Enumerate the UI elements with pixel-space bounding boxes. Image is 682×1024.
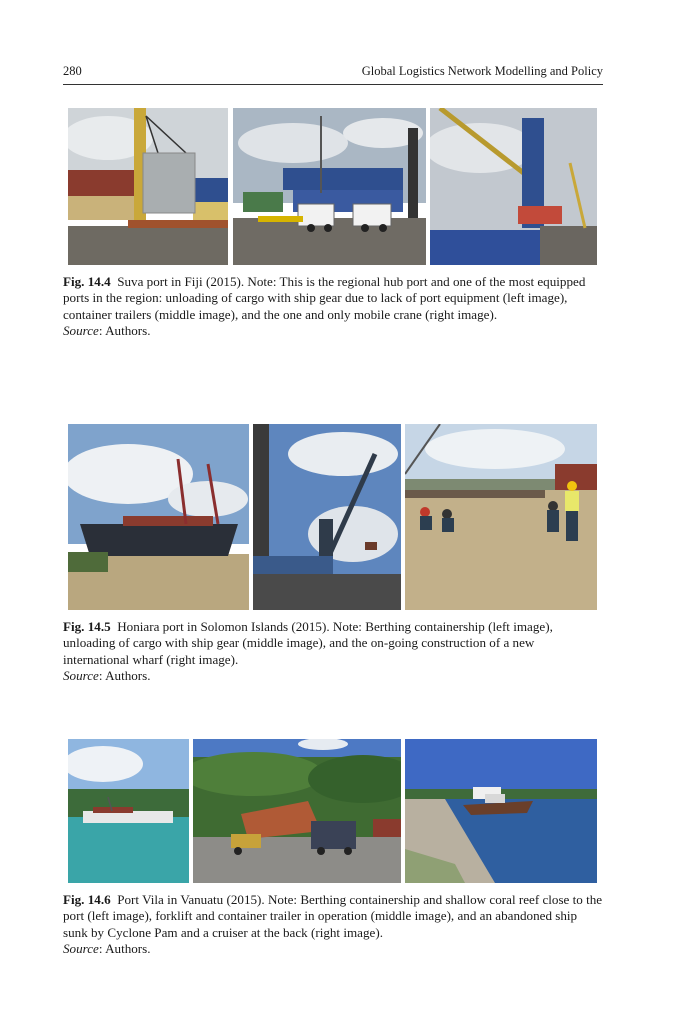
fig-14-6-caption (63, 892, 603, 958)
fig-14-5-caption-text: Honiara port in Solomon Islands (2015). Note: Berthing containership (left image), unloading of cargo with ship gear (middle image), and the on-going construction of a new international wharf (right image). (63, 619, 553, 667)
running-header (63, 64, 603, 84)
fig-14-4-source-value: : Authors. (98, 323, 151, 339)
fig-14-6-left-photo (68, 739, 189, 883)
fig-14-4-caption (63, 274, 603, 340)
header-rule (63, 84, 603, 85)
fig-14-6-caption-text: Port Vila in Vanuatu (2015). Note: Berthing containership and shallow coral reef close to the port (left image), forklift and container trailer in operation (middle image), and an abandoned ship sunk by Cyclone Pam and a cruiser at the back (right image). (63, 892, 603, 940)
fig-14-5-source-value: : Authors. (98, 668, 151, 684)
fig-14-5-label: Fig. 14.5 (63, 619, 111, 634)
fig-14-6-middle-photo (193, 739, 401, 883)
fig-14-4-left-photo (68, 108, 228, 265)
book-title: Global Logistics Network Modelling and Policy (361, 64, 603, 78)
fig-14-6-right-photo (405, 739, 597, 883)
fig-14-5-middle-photo (253, 424, 401, 610)
fig-14-5-right-photo (405, 424, 597, 610)
fig-14-4-label: Fig. 14.4 (63, 274, 111, 289)
fig-14-4-middle-photo (233, 108, 426, 265)
fig-14-4-right-photo (430, 108, 597, 265)
fig-14-5-source-label: Source (63, 668, 99, 684)
page-number: 280 (63, 64, 82, 78)
fig-14-6-source-value: : Authors. (98, 941, 151, 957)
fig-14-4-caption-text: Suva port in Fiji (2015). Note: This is the regional hub port and one of the most equipped ports in the region: unloading of cargo with ship gear due to lack of port equipment (left image), container trailers (middle image), and the one and only mobile crane (right image). (63, 274, 586, 322)
fig-14-5-caption (63, 619, 603, 685)
fig-14-6-source-label: Source (63, 941, 99, 957)
fig-14-5-left-photo (68, 424, 249, 610)
fig-14-6-label: Fig. 14.6 (63, 892, 111, 907)
fig-14-4-source-label: Source (63, 323, 99, 339)
